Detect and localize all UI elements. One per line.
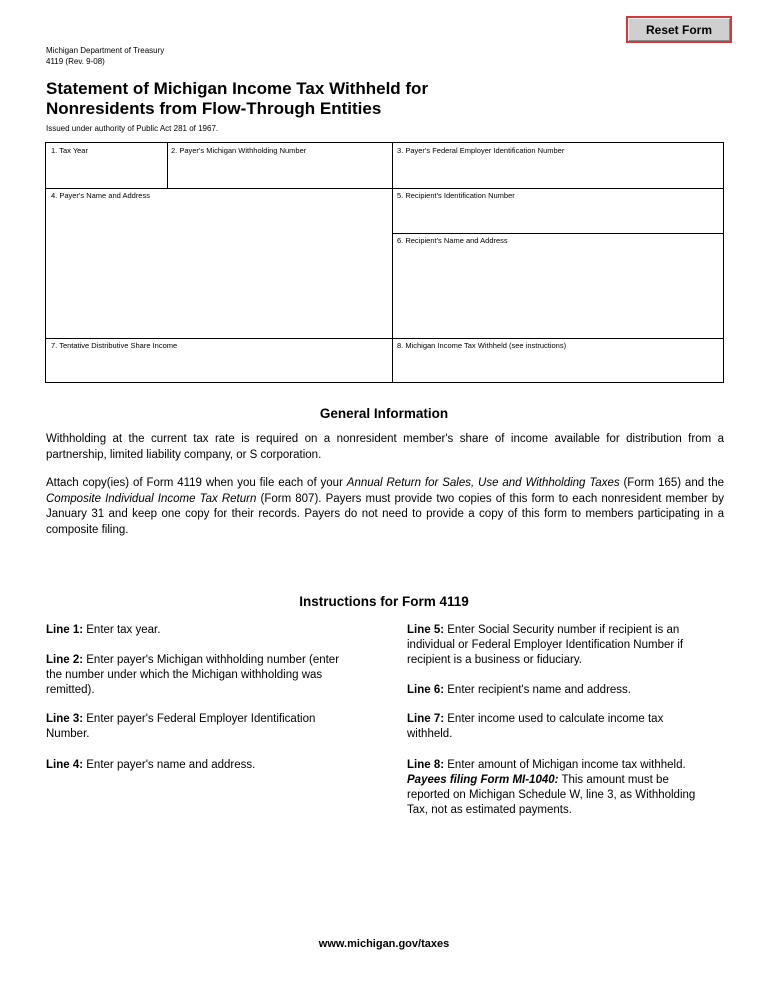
para2-text: Attach copy(ies) of Form 4119 when you file each of your bbox=[46, 477, 347, 489]
line-label: Line 1: bbox=[46, 624, 84, 636]
department-name: Michigan Department of Treasury bbox=[46, 46, 165, 55]
line-label: Line 3: bbox=[46, 713, 84, 725]
instruction-line-2 bbox=[46, 653, 346, 698]
line-label: Line 5: bbox=[407, 624, 445, 636]
para2-italic: Composite Individual Income Tax Return bbox=[46, 492, 257, 505]
instruction-line-3 bbox=[46, 712, 346, 742]
instruction-line-5 bbox=[407, 623, 719, 668]
payees-note-label: Payees filing Form MI-1040: bbox=[407, 774, 559, 786]
general-info-paragraph-2 bbox=[46, 476, 724, 538]
line-label: Line 4: bbox=[46, 759, 84, 771]
line-label: Line 6: bbox=[407, 684, 445, 696]
field-tax-year[interactable]: 1. Tax Year bbox=[51, 146, 88, 155]
payees-note-text: This amount must be reported on Michigan Schedule W, line 3, as Withholding Tax, not as estimated payments. bbox=[407, 774, 696, 816]
para2-text: (Form 165) and the bbox=[619, 477, 724, 489]
general-info-heading: General Information bbox=[319, 406, 449, 421]
title-line-1: Statement of Michigan Income Tax Withheld for bbox=[46, 79, 429, 98]
instruction-line-4 bbox=[46, 758, 346, 773]
line-label: Line 8: bbox=[407, 759, 445, 771]
field-tax-withheld[interactable]: 8. Michigan Income Tax Withheld (see instructions) bbox=[397, 341, 567, 350]
line-text: Enter payer's name and address. bbox=[83, 759, 256, 771]
instruction-line-8 bbox=[407, 758, 719, 818]
page-title bbox=[46, 79, 646, 119]
field-payer-name-address[interactable]: 4. Payer's Name and Address bbox=[51, 191, 150, 200]
field-recipient-id[interactable]: 5. Recipient's Identification Number bbox=[397, 191, 515, 200]
line-text: Enter recipient's name and address. bbox=[444, 684, 631, 696]
instructions-heading: Instructions for Form 4119 bbox=[299, 594, 469, 609]
field-payer-withholding-number[interactable]: 2. Payer's Michigan Withholding Number bbox=[171, 146, 307, 155]
instruction-line-6 bbox=[407, 683, 719, 698]
line-text: Enter income used to calculate income tax withheld. bbox=[407, 713, 664, 740]
footer-website[interactable]: www.michigan.gov/taxes bbox=[318, 938, 450, 950]
title-line-2: Nonresidents from Flow-Through Entities bbox=[46, 99, 382, 118]
field-payer-fein[interactable]: 3. Payer's Federal Employer Identification Number bbox=[397, 146, 565, 155]
para2-italic: Annual Return for Sales, Use and Withholding Taxes bbox=[346, 477, 620, 489]
field-distributive-share-income[interactable]: 7. Tentative Distributive Share Income bbox=[51, 341, 178, 350]
line-text: Enter payer's Michigan withholding number (enter the number under which the Michigan withholding was remitted). bbox=[46, 654, 340, 696]
form-revision: 4119 (Rev. 9-08) bbox=[46, 57, 105, 66]
instruction-line-1 bbox=[46, 623, 346, 638]
instruction-line-7 bbox=[407, 712, 707, 742]
general-info-paragraph-1: Withholding at the current tax rate is required on a nonresident member's share of income available for distribution from a partnership, limited liability company, or S corporation. bbox=[46, 433, 724, 461]
form-header-info bbox=[46, 45, 164, 67]
divider bbox=[392, 233, 723, 234]
line-text: Enter tax year. bbox=[83, 624, 161, 636]
line-text: Enter Social Security number if recipient is an individual or Federal Employer Identification Number if recipient is a business or fiduciary. bbox=[407, 624, 684, 666]
line-label: Line 7: bbox=[407, 713, 445, 725]
divider bbox=[167, 143, 168, 188]
para2-text: (Form 807). Payers must provide two copies of this form to each nonresident member by January 31 and keep one copy for their records. Payers do not need to provide a copy of this form to members participating in a composite filing. bbox=[46, 492, 724, 536]
authority-note: Issued under authority of Public Act 281 of 1967. bbox=[46, 124, 219, 133]
line-label: Line 2: bbox=[46, 654, 84, 666]
divider bbox=[392, 143, 393, 382]
divider bbox=[46, 338, 723, 339]
line-text: Enter amount of Michigan income tax withheld. bbox=[444, 759, 686, 771]
line-text: Enter payer's Federal Employer Identification Number. bbox=[46, 713, 316, 740]
field-recipient-name-address[interactable]: 6. Recipient's Name and Address bbox=[397, 236, 508, 245]
reset-form-button[interactable]: Reset Form bbox=[626, 16, 732, 43]
divider bbox=[46, 188, 723, 189]
form-fields-box bbox=[45, 142, 724, 383]
